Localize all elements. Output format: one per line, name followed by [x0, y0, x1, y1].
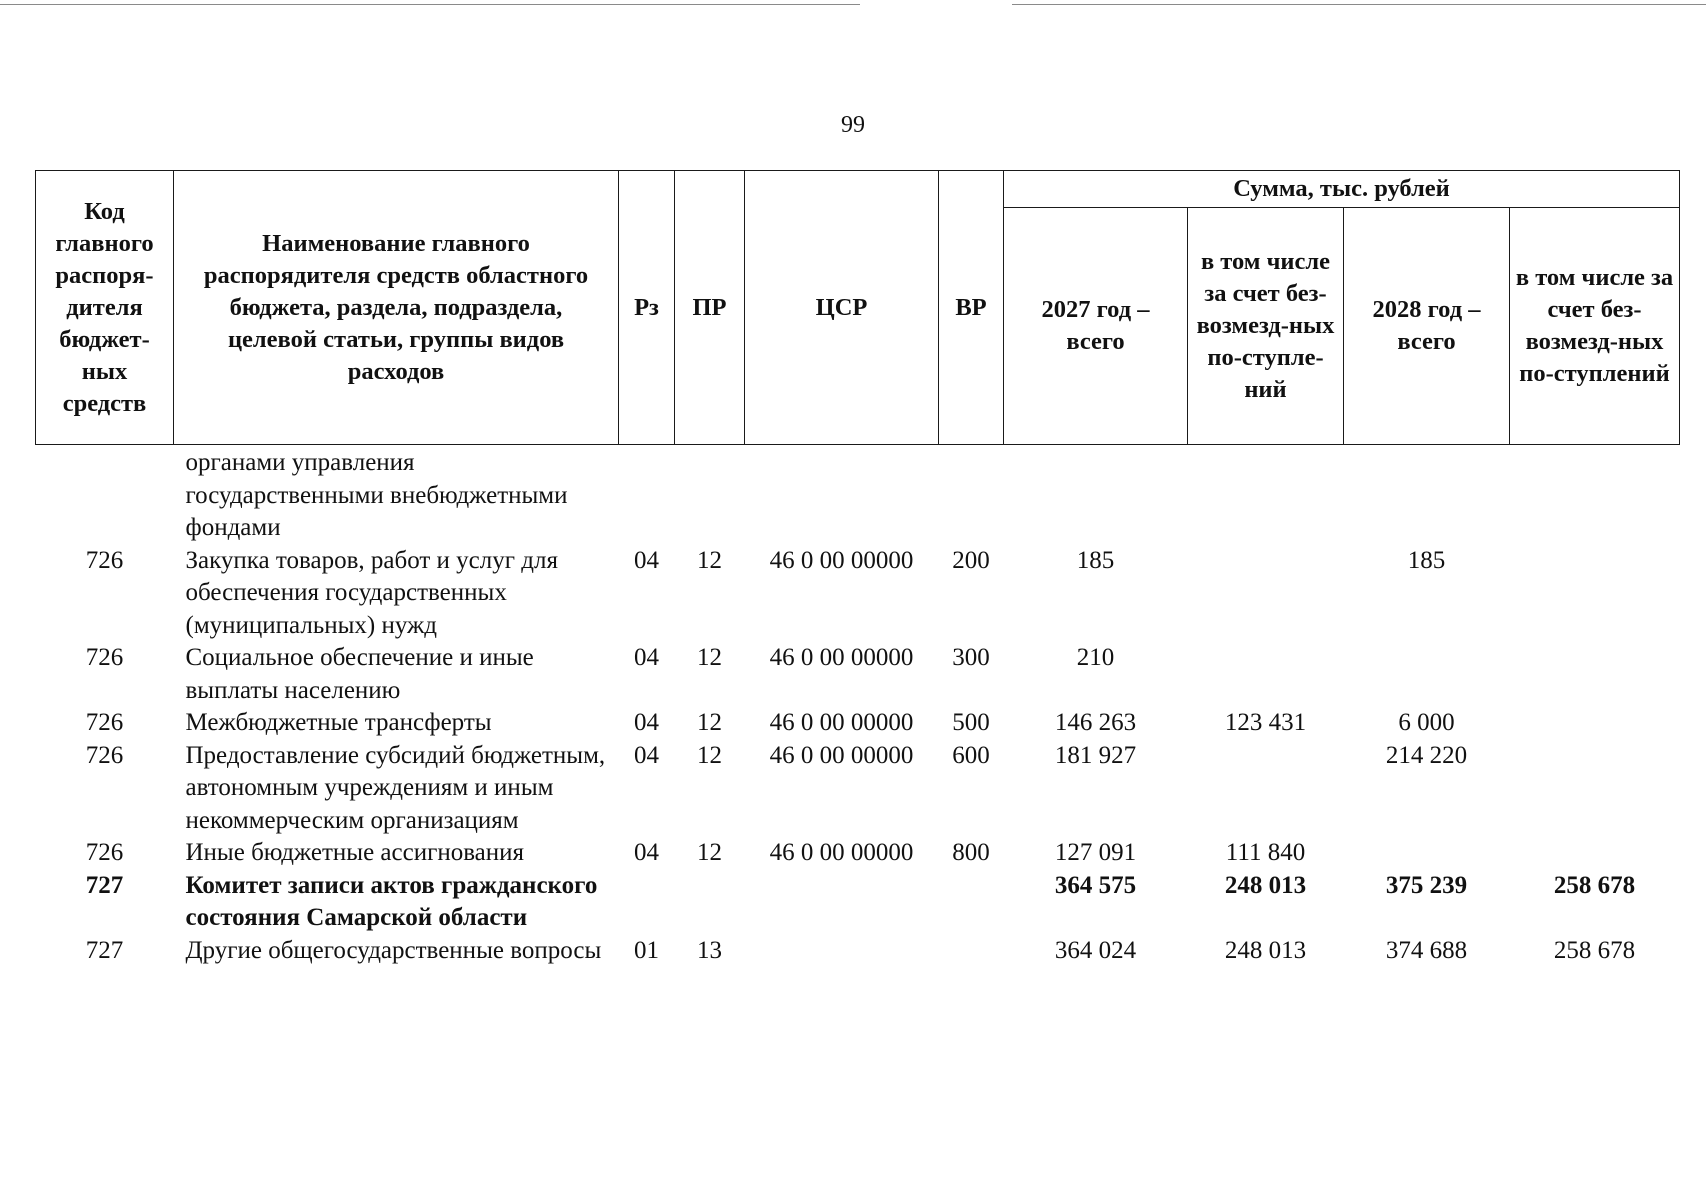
cell-2028-gratuitous: 258 678 [1553, 871, 1636, 899]
cell-2027-gratuitous [1188, 445, 1344, 545]
cell-vr: 600 [952, 741, 990, 769]
cell-2027-total: 127 091 [1054, 839, 1137, 866]
cell-rz [619, 870, 675, 935]
cell-vr [939, 935, 1004, 968]
scan-top-line-right [1012, 4, 1706, 5]
table-row [36, 935, 1680, 968]
scan-top-line-left [0, 4, 860, 5]
cell-2027-total: 185 [1076, 546, 1115, 574]
cell-2028-total: 185 [1407, 546, 1446, 574]
cell-rz: 04 [634, 709, 659, 736]
cell-name: Межбюджетные трансферты [185, 709, 492, 736]
cell-2027-gratuitous: 248 013 [1224, 871, 1307, 899]
header-2027-gratuitous: в том числе за счет без-возмезд-ных по-ступле-ний [1188, 208, 1344, 445]
header-2028-gratuitous: в том числе за счет без-возмезд-ных по-ступлений [1510, 208, 1680, 445]
header-2027-total: 2027 год – всего [1004, 208, 1188, 445]
cell-2028-total [1344, 445, 1510, 545]
table-row [36, 545, 1680, 643]
cell-2028-gratuitous [1510, 707, 1680, 740]
cell-2027-gratuitous: 111 840 [1225, 839, 1306, 866]
cell-2027-gratuitous: 123 431 [1224, 709, 1307, 736]
cell-2028-gratuitous [1510, 545, 1680, 643]
table-row [36, 870, 1680, 935]
cell-csr [745, 935, 939, 968]
cell-name: Предоставление субсидий бюджетным, автономным учреждениям и иным некоммерческим организациям [185, 741, 606, 834]
cell-csr [745, 870, 939, 935]
cell-csr: 46 0 00 00000 [769, 644, 914, 671]
cell-pr: 12 [697, 644, 722, 671]
cell-2027-total: 181 927 [1054, 741, 1137, 769]
cell-2027-gratuitous: 248 013 [1224, 936, 1307, 964]
header-name: Наименование главного распорядителя средств областного бюджета, раздела, подраздела, целевой статьи, группы видов расходов [174, 171, 619, 445]
cell-2028-gratuitous [1510, 445, 1680, 545]
cell-rz: 04 [634, 546, 659, 574]
cell-2028-total [1344, 837, 1510, 870]
cell-vr [939, 445, 1004, 545]
cell-csr: 46 0 00 00000 [769, 839, 914, 866]
cell-2028-gratuitous [1510, 642, 1680, 707]
header-rz: Рз [619, 171, 675, 445]
table-row [36, 740, 1680, 838]
header-pr: ПР [675, 171, 745, 445]
cell-2027-total: 210 [1076, 644, 1115, 671]
table-header [36, 171, 1680, 445]
cell-2027-total: 364 575 [1054, 871, 1137, 899]
cell-name: органами управления государственными внебюджетными фондами [185, 449, 568, 541]
cell-name: Иные бюджетные ассигнования [185, 839, 525, 866]
header-csr: ЦСР [745, 171, 939, 445]
cell-2027-gratuitous [1188, 642, 1344, 707]
cell-vr: 200 [952, 546, 990, 574]
cell-rz [619, 445, 675, 545]
cell-rz: 04 [634, 839, 659, 866]
cell-name: Закупка товаров, работ и услуг для обеспечения государственных (муниципальных) нужд [185, 546, 558, 639]
cell-2027-total: 146 263 [1054, 709, 1137, 736]
table-row [36, 642, 1680, 707]
cell-name: Комитет записи актов гражданского состояния Самарской области [185, 871, 598, 931]
cell-2028-total [1344, 642, 1510, 707]
cell-vr: 800 [952, 839, 990, 866]
cell-vr [939, 870, 1004, 935]
cell-code: 726 [85, 839, 124, 866]
cell-csr [745, 445, 939, 545]
cell-name: Другие общегосударственные вопросы [185, 936, 602, 964]
table-body [36, 445, 1680, 968]
cell-code: 726 [85, 741, 124, 769]
cell-csr: 46 0 00 00000 [769, 709, 914, 736]
header-sum-group: Сумма, тыс. рублей [1004, 171, 1680, 208]
cell-2028-total: 375 239 [1385, 871, 1468, 899]
cell-2028-gratuitous [1510, 740, 1680, 838]
cell-rz: 01 [634, 936, 659, 964]
cell-code: 726 [85, 644, 124, 671]
cell-code: 727 [85, 871, 124, 899]
cell-pr: 12 [697, 546, 722, 574]
cell-rz: 04 [634, 644, 659, 671]
table-row [36, 707, 1680, 740]
cell-2027-gratuitous [1188, 740, 1344, 838]
cell-pr: 12 [697, 839, 722, 866]
table-row [36, 445, 1680, 545]
cell-2028-gratuitous [1510, 837, 1680, 870]
cell-csr: 46 0 00 00000 [769, 741, 914, 769]
cell-code [36, 445, 174, 545]
cell-vr: 300 [952, 644, 990, 671]
cell-name: Социальное обеспечение и иные выплаты населению [185, 644, 534, 704]
cell-pr [675, 870, 745, 935]
cell-2028-gratuitous: 258 678 [1553, 936, 1636, 964]
table-row [36, 837, 1680, 870]
cell-pr: 12 [697, 709, 722, 736]
cell-2028-total: 6 000 [1398, 709, 1455, 736]
header-vr: ВР [939, 171, 1004, 445]
cell-2027-total: 364 024 [1054, 936, 1137, 964]
cell-rz: 04 [634, 741, 659, 769]
cell-code: 726 [85, 546, 124, 574]
cell-2027-total [1004, 445, 1188, 545]
cell-code: 727 [85, 936, 124, 964]
cell-2027-gratuitous [1188, 545, 1344, 643]
cell-pr: 13 [697, 936, 722, 964]
cell-pr [675, 445, 745, 545]
cell-2028-total: 374 688 [1385, 936, 1468, 964]
header-code: Код главного распоря-дителя бюджет-ных средств [36, 171, 174, 445]
cell-csr: 46 0 00 00000 [769, 546, 914, 574]
cell-2028-total: 214 220 [1385, 741, 1468, 769]
page-number: 99 [841, 112, 865, 138]
budget-table-container [35, 170, 1679, 967]
cell-vr: 500 [952, 709, 990, 736]
cell-pr: 12 [697, 741, 722, 769]
header-2028-total: 2028 год – всего [1344, 208, 1510, 445]
budget-table [35, 170, 1680, 967]
cell-code: 726 [85, 709, 124, 736]
